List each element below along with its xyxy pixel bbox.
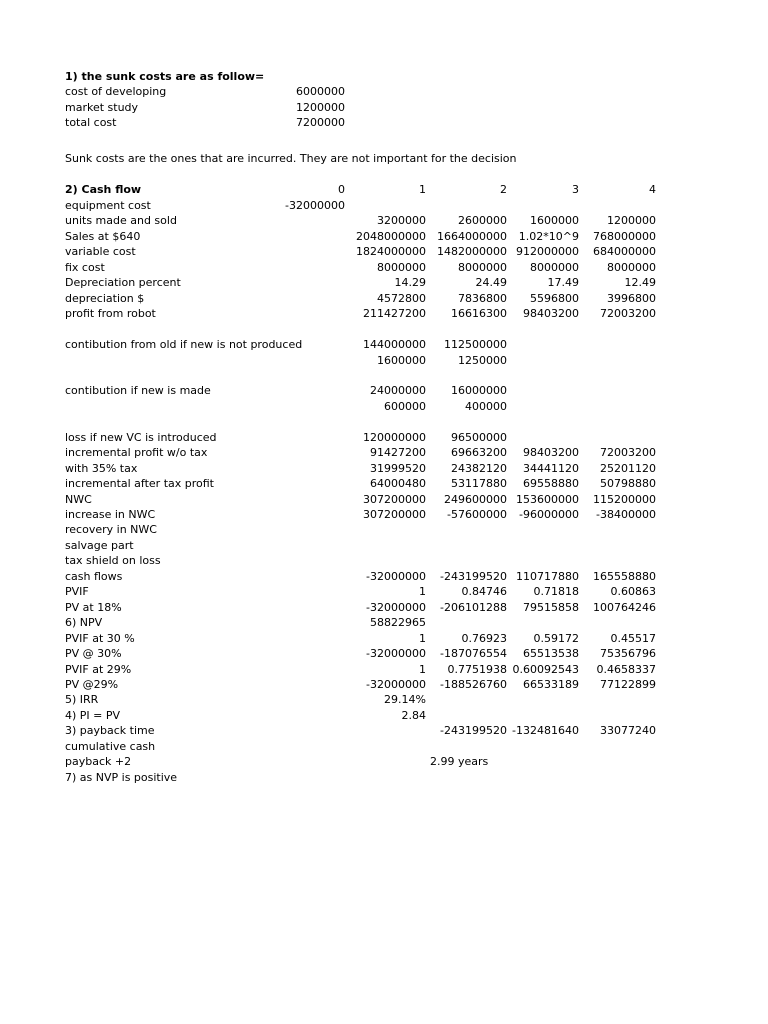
- cashflow-row: [0, 507, 768, 522]
- cashflow-row: [0, 213, 768, 228]
- cashflow-cell: 14.29: [394, 276, 426, 289]
- cashflow-cell: 3996800: [607, 292, 656, 305]
- cashflow-cell: 0.76923: [461, 632, 507, 645]
- cashflow-cell: 600000: [384, 400, 426, 413]
- cashflow-row: [0, 600, 768, 615]
- cashflow-row: [0, 383, 768, 398]
- cashflow-row-label: PV @29%: [65, 678, 119, 691]
- cashflow-cell: -32000000: [366, 678, 426, 691]
- cashflow-row-label: contibution if new is made: [65, 384, 211, 397]
- cashflow-cell: 1200000: [607, 214, 656, 227]
- cashflow-cell: 211427200: [363, 307, 426, 320]
- cashflow-row-label: variable cost: [65, 245, 136, 258]
- cashflow-row-label: units made and sold: [65, 214, 177, 227]
- cashflow-cell: 1482000000: [437, 245, 507, 258]
- cashflow-row: [0, 522, 768, 537]
- cashflow-row: [0, 646, 768, 661]
- cashflow-cell: 98403200: [523, 446, 579, 459]
- cashflow-cell: 0.59172: [533, 632, 579, 645]
- cashflow-cell: 307200000: [363, 508, 426, 521]
- cashflow-row-label: 4) PI = PV: [65, 709, 121, 722]
- cashflow-cell: 0.7751938: [447, 663, 507, 676]
- cashflow-cell: 0.71818: [533, 585, 579, 598]
- sunk-costs-heading-row: [0, 69, 768, 84]
- cashflow-cell: 110717880: [516, 570, 579, 583]
- cashflow-cell: 1600000: [530, 214, 579, 227]
- cashflow-cell: 165558880: [593, 570, 656, 583]
- cashflow-cell: 25201120: [600, 462, 656, 475]
- cashflow-row: [0, 445, 768, 460]
- sunk-label: market study: [65, 101, 139, 114]
- cashflow-cell: 34441120: [523, 462, 579, 475]
- cashflow-cell: 79515858: [523, 601, 579, 614]
- cashflow-row: [0, 198, 768, 213]
- cashflow-row: [0, 492, 768, 507]
- cashflow-row: [0, 322, 768, 337]
- cashflow-cell: -188526760: [440, 678, 507, 691]
- year-header: 0: [338, 183, 345, 196]
- cashflow-cell: 24382120: [451, 462, 507, 475]
- payback-note: 2.99 years: [430, 755, 489, 768]
- cashflow-cell: 7836800: [458, 292, 507, 305]
- cashflow-heading-row: [0, 182, 768, 197]
- cashflow-cell: 120000000: [363, 431, 426, 444]
- cashflow-row-label: 7) as NVP is positive: [65, 771, 178, 784]
- cashflow-row: [0, 631, 768, 646]
- cashflow-row: [0, 723, 768, 738]
- cashflow-cell: 1.02*10^9: [518, 230, 579, 243]
- cashflow-cell: -57600000: [447, 508, 507, 521]
- cashflow-row: [0, 399, 768, 414]
- cashflow-row: [0, 275, 768, 290]
- cashflow-cell: 5596800: [530, 292, 579, 305]
- cashflow-row: [0, 306, 768, 321]
- cashflow-row-label: recovery in NWC: [65, 523, 157, 536]
- cashflow-row-label: Depreciation percent: [65, 276, 181, 289]
- cashflow-cell: -32000000: [366, 601, 426, 614]
- cashflow-cell: 72003200: [600, 307, 656, 320]
- cashflow-cell: 75356796: [600, 647, 656, 660]
- cashflow-row: [0, 337, 768, 352]
- cashflow-cell: -38400000: [596, 508, 656, 521]
- cashflow-row-label: Sales at $640: [65, 230, 141, 243]
- sunk-row: [0, 115, 768, 130]
- cashflow-row-label: 3) payback time: [65, 724, 155, 737]
- cashflow-row: [0, 476, 768, 491]
- cashflow-cell: -32000000: [285, 199, 345, 212]
- cashflow-row: [0, 677, 768, 692]
- sunk-costs-heading: 1) the sunk costs are as follow=: [65, 70, 265, 83]
- cashflow-row-label: loss if new VC is introduced: [65, 431, 217, 444]
- cashflow-cell: 50798880: [600, 477, 656, 490]
- cashflow-row: [0, 739, 768, 754]
- cashflow-row-label: incremental profit w/o tax: [65, 446, 208, 459]
- cashflow-cell: 684000000: [593, 245, 656, 258]
- cashflow-cell: 1: [419, 632, 426, 645]
- cashflow-row-label: 5) IRR: [65, 693, 99, 706]
- sunk-row: [0, 100, 768, 115]
- cashflow-row-label: depreciation $: [65, 292, 145, 305]
- cashflow-row-label: with 35% tax: [65, 462, 138, 475]
- sunk-label: total cost: [65, 116, 117, 129]
- cashflow-row-label: profit from robot: [65, 307, 156, 320]
- cashflow-cell: -243199520: [440, 570, 507, 583]
- cashflow-row: [0, 229, 768, 244]
- cashflow-row: [0, 353, 768, 368]
- sunk-label: cost of developing: [65, 85, 167, 98]
- cashflow-cell: 153600000: [516, 493, 579, 506]
- cashflow-cell: 8000000: [458, 261, 507, 274]
- cashflow-row-label: cash flows: [65, 570, 123, 583]
- cashflow-row-label: cumulative cash: [65, 740, 156, 753]
- cashflow-row: [0, 430, 768, 445]
- cashflow-row-label: incremental after tax profit: [65, 477, 214, 490]
- cashflow-cell: 24.49: [475, 276, 507, 289]
- year-header: 2: [500, 183, 507, 196]
- cashflow-row: [0, 662, 768, 677]
- cashflow-cell: 31999520: [370, 462, 426, 475]
- cashflow-row: [0, 461, 768, 476]
- cashflow-row: [0, 615, 768, 630]
- cashflow-row-label: NWC: [65, 493, 92, 506]
- cashflow-cell: 0.4658337: [596, 663, 656, 676]
- cashflow-row: [0, 244, 768, 259]
- cashflow-cell: 0.60863: [610, 585, 656, 598]
- cashflow-row-label: 6) NPV: [65, 616, 103, 629]
- cashflow-cell: 1824000000: [356, 245, 426, 258]
- cashflow-row: [0, 291, 768, 306]
- cashflow-row: [0, 584, 768, 599]
- cashflow-cell: 29.14%: [384, 693, 426, 706]
- cashflow-cell: -32000000: [366, 647, 426, 660]
- cashflow-cell: 12.49: [624, 276, 656, 289]
- cashflow-row-label: tax shield on loss: [65, 554, 161, 567]
- cashflow-cell: 1250000: [458, 354, 507, 367]
- cashflow-cell: 4572800: [377, 292, 426, 305]
- cashflow-cell: 96500000: [451, 431, 507, 444]
- cashflow-row-label: PV @ 30%: [65, 647, 122, 660]
- cashflow-row: [0, 538, 768, 553]
- cashflow-cell: 77122899: [600, 678, 656, 691]
- year-header: 4: [649, 183, 656, 196]
- cashflow-cell: 307200000: [363, 493, 426, 506]
- cashflow-cell: 64000480: [370, 477, 426, 490]
- cashflow-cell: 72003200: [600, 446, 656, 459]
- cashflow-row-label: PV at 18%: [65, 601, 122, 614]
- cashflow-cell: 0.45517: [610, 632, 656, 645]
- cashflow-heading: 2) Cash flow: [65, 183, 142, 196]
- cashflow-cell: 1: [419, 585, 426, 598]
- cashflow-cell: 1600000: [377, 354, 426, 367]
- sunk-value: 6000000: [296, 85, 345, 98]
- cashflow-cell: -206101288: [440, 601, 507, 614]
- cashflow-row-label: fix cost: [65, 261, 105, 274]
- cashflow-cell: 3200000: [377, 214, 426, 227]
- cashflow-row-label: salvage part: [65, 539, 134, 552]
- cashflow-cell: 100764246: [593, 601, 656, 614]
- cashflow-cell: 91427200: [370, 446, 426, 459]
- cashflow-cell: 69558880: [523, 477, 579, 490]
- cashflow-cell: 112500000: [444, 338, 507, 351]
- cashflow-row: [0, 754, 768, 769]
- cashflow-row: [0, 708, 768, 723]
- cashflow-cell: 2600000: [458, 214, 507, 227]
- cashflow-cell: 144000000: [363, 338, 426, 351]
- cashflow-cell: 1: [419, 663, 426, 676]
- cashflow-row-label: increase in NWC: [65, 508, 156, 521]
- sunk-value: 7200000: [296, 116, 345, 129]
- sunk-note: Sunk costs are the ones that are incurred. They are not important for the decision: [65, 152, 517, 165]
- cashflow-cell: 400000: [465, 400, 507, 413]
- cashflow-row: [0, 770, 768, 785]
- cashflow-row-label: equipment cost: [65, 199, 151, 212]
- year-header: 1: [419, 183, 426, 196]
- cashflow-cell: -132481640: [512, 724, 579, 737]
- cashflow-cell: 16000000: [451, 384, 507, 397]
- cashflow-cell: 66533189: [523, 678, 579, 691]
- cashflow-cell: 58822965: [370, 616, 426, 629]
- cashflow-row-label: contibution from old if new is not produced: [65, 338, 303, 351]
- cashflow-cell: 17.49: [547, 276, 579, 289]
- cashflow-cell: 33077240: [600, 724, 656, 737]
- cashflow-row-label: PVIF at 29%: [65, 663, 132, 676]
- sunk-value: 1200000: [296, 101, 345, 114]
- cashflow-cell: 0.84746: [461, 585, 507, 598]
- cashflow-row: [0, 260, 768, 275]
- sunk-row: [0, 84, 768, 99]
- cashflow-cell: 768000000: [593, 230, 656, 243]
- cashflow-row-label: PVIF at 30 %: [65, 632, 135, 645]
- cashflow-cell: 115200000: [593, 493, 656, 506]
- cashflow-row: [0, 368, 768, 383]
- cashflow-row-label: PVIF: [65, 585, 89, 598]
- cashflow-cell: -243199520: [440, 724, 507, 737]
- cashflow-cell: 16616300: [451, 307, 507, 320]
- cashflow-cell: 53117880: [451, 477, 507, 490]
- cashflow-cell: 69663200: [451, 446, 507, 459]
- cashflow-cell: 8000000: [530, 261, 579, 274]
- cashflow-row: [0, 414, 768, 429]
- cashflow-cell: 2048000000: [356, 230, 426, 243]
- cashflow-cell: 8000000: [377, 261, 426, 274]
- cashflow-cell: 912000000: [516, 245, 579, 258]
- cashflow-row-label: payback +2: [65, 755, 132, 768]
- cashflow-cell: 65513538: [523, 647, 579, 660]
- cashflow-cell: -32000000: [366, 570, 426, 583]
- sunk-note-row: [0, 151, 768, 166]
- cashflow-cell: 0.60092543: [512, 663, 579, 676]
- cashflow-cell: 8000000: [607, 261, 656, 274]
- cashflow-cell: 24000000: [370, 384, 426, 397]
- cashflow-cell: -96000000: [519, 508, 579, 521]
- year-header: 3: [572, 183, 579, 196]
- cashflow-cell: 1664000000: [437, 230, 507, 243]
- cashflow-cell: 2.84: [401, 709, 426, 722]
- cashflow-cell: 249600000: [444, 493, 507, 506]
- cashflow-cell: -187076554: [440, 647, 507, 660]
- cashflow-row: [0, 569, 768, 584]
- cashflow-row: [0, 553, 768, 568]
- cashflow-cell: 98403200: [523, 307, 579, 320]
- cashflow-row: [0, 692, 768, 707]
